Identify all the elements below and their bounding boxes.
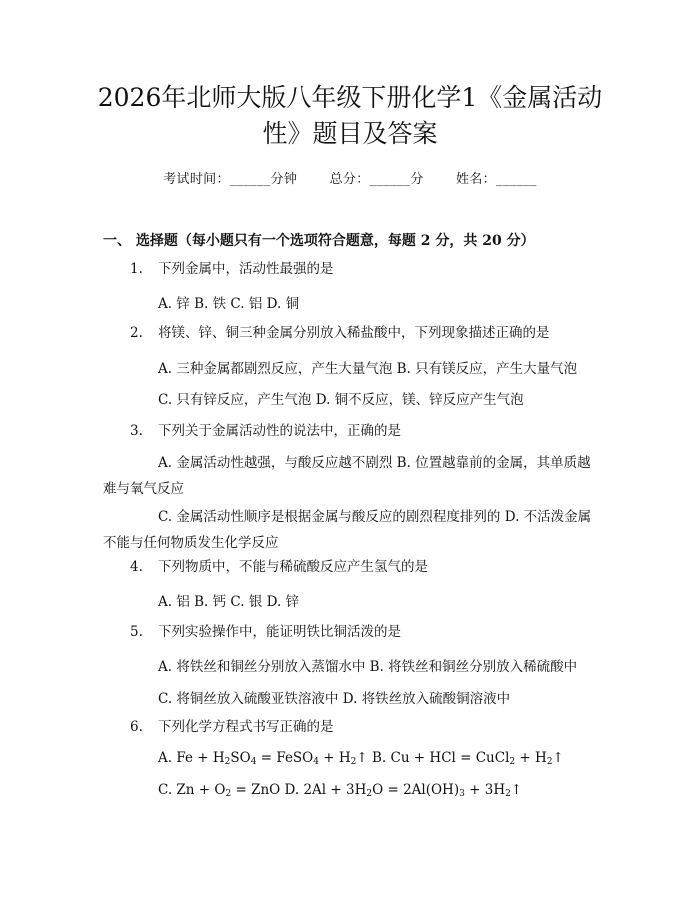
question-option: C. 只有锌反应，产生气泡 D. 铜不反应，镁、锌反应产生气泡 [158,392,524,408]
question-number: 5. [130,624,143,640]
question-option: C. 金属活动性顺序是根据金属与酸反应的剧烈程度排列的 D. 不活泼金属不能与任何物质发生化学反应 [103,509,592,551]
question-number: 1. [130,261,143,277]
question-number: 2. [130,325,143,341]
section-heading: 一、 选择题（每小题只有一个选项符合题意，每题 2 分，共 20 分） [103,233,535,249]
question-text: 下列金属中，活动性最强的是 [158,261,334,277]
question-number: 4. [130,559,143,575]
question-text: 下列关于金属活动性的说法中，正确的是 [158,423,401,439]
question-option: A. $Fe + H_2SO_4$ = FeSO$_4$ + $H_2↑$ B. Cu + HCl = CuCl$_2$ + $H_2↑$ [158,750,564,767]
exam-name: 姓名：______ [456,172,537,187]
question-option: A. 金属活动性越强，与酸反应越不剧烈 B. 位置越靠前的金属，其单质越难与氧气反应 [103,455,591,497]
question-option: A. 铝 B. 钙 C. 银 D. 锌 [158,594,300,610]
question-text: 下列物质中，不能与稀硫酸反应产生氢气的是 [158,559,428,575]
exam-time: 考试时间：______分钟 [163,172,298,187]
question-option: A. 锌 B. 铁 C. 铝 D. 铜 [158,296,300,312]
question-text: 下列实验操作中，能证明铁比铜活泼的是 [158,624,401,640]
question-option: C. $Zn + O_2$ = ZnO D. $2Al + 3H_2O = 2Al(OH)_3$ + $3H_2↑$ [158,782,523,799]
question-option: C. 将铜丝放入硫酸亚铁溶液中 D. 将铁丝放入硫酸铜溶液中 [158,691,511,707]
question-option: A. 三种金属都剧烈反应，产生大量气泡 B. 只有镁反应，产生大量气泡 [158,361,578,377]
exam-score: 总分：______分 [329,172,424,187]
exam-meta [0,168,700,187]
question-text: 下列化学方程式书写正确的是 [158,719,334,735]
question-text: 将镁、锌、铜三种金属分别放入稀盐酸中，下列现象描述正确的是 [158,325,550,341]
question-number: 6. [130,719,143,735]
question-number: 3. [130,423,143,439]
page-title: 2026年北师大版八年级下册化学1《金属活动性》题目及答案 [97,83,603,148]
question-option: A. 将铁丝和铜丝分别放入蒸馏水中 B. 将铁丝和铜丝分别放入稀硫酸中 [158,659,578,675]
